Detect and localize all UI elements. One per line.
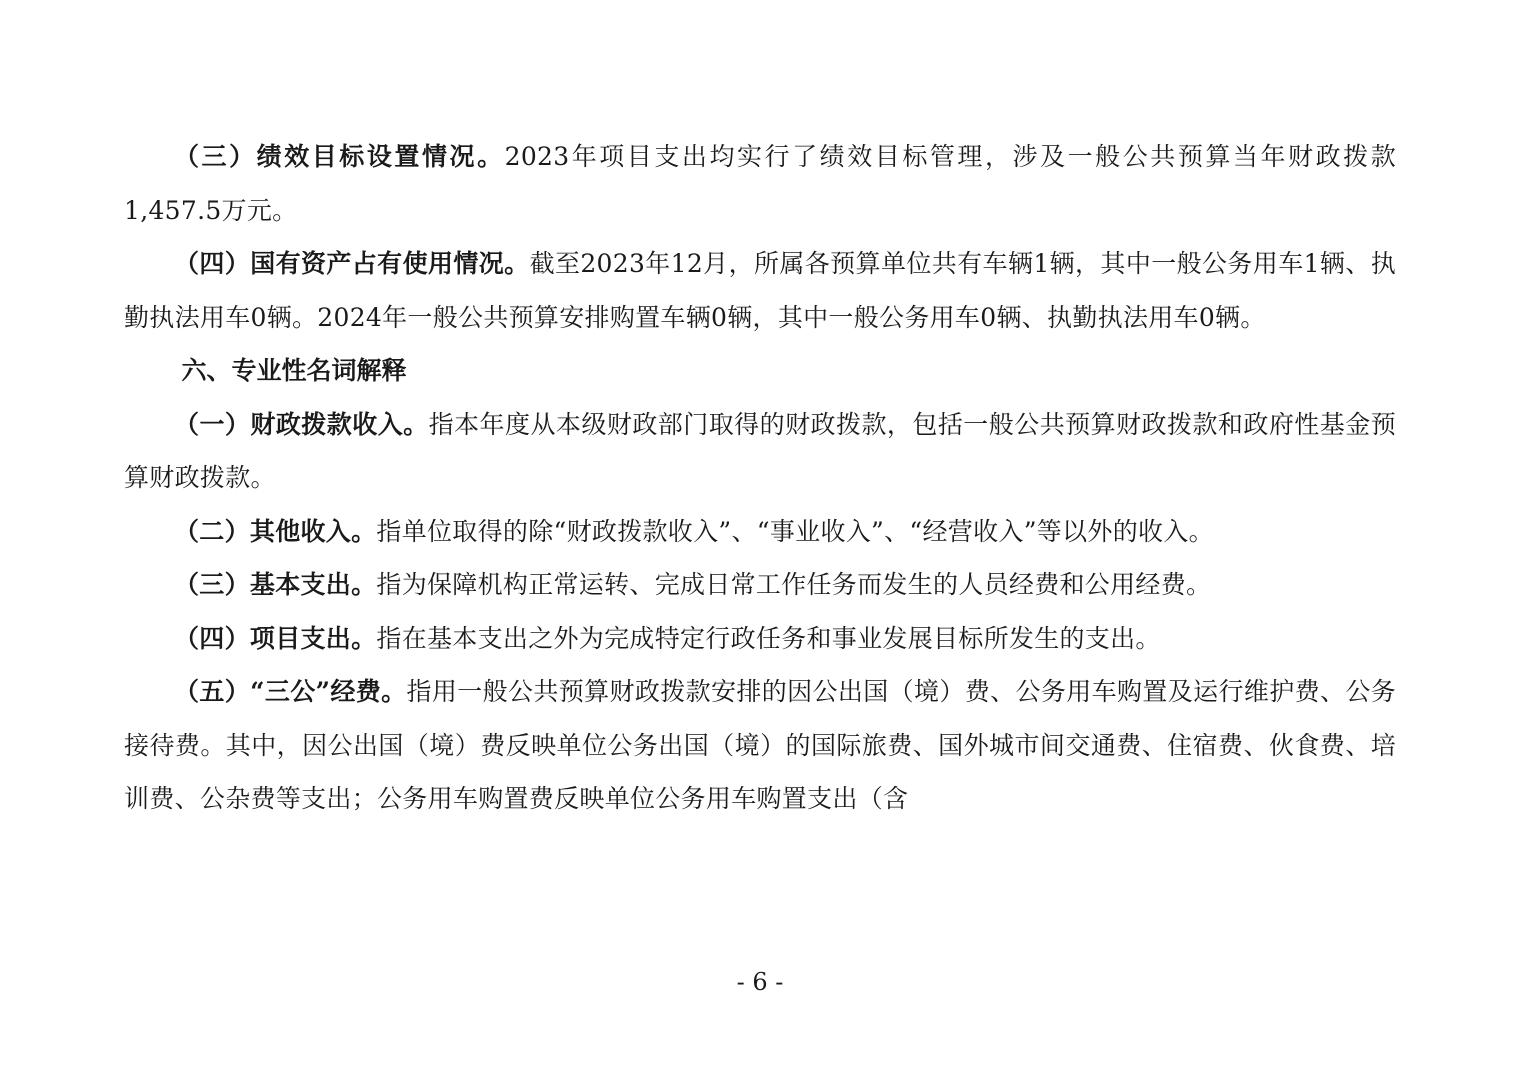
page-body	[124, 130, 1396, 826]
definition-three-public-expenses	[124, 665, 1396, 826]
definition-text: 指在基本支出之外为完成特定行政任务和事业发展目标所发生的支出。	[376, 623, 1161, 653]
definition-basic-expenditure	[124, 558, 1396, 612]
definition-lead: （三）基本支出。	[174, 570, 377, 599]
definition-text: 指为保障机构正常运转、完成日常工作任务而发生的人员经费和公用经费。	[376, 570, 1212, 599]
page-number: - 6 -	[736, 968, 784, 996]
definition-text: 指本年度从本级财政部门取得的财政拨款，包括一般公共预算财政拨款和政府性基金预算财政拨款。	[124, 409, 1396, 492]
paragraph-lead: （四）国有资产占有使用情况。	[174, 249, 530, 278]
paragraph-performance-targets	[124, 130, 1396, 237]
paragraph-text: 截至2023年12月，所属各预算单位共有车辆1辆，其中一般公务用车1辆、执勤执法用车0辆。2024年一般公共预算安排购置车辆0辆，其中一般公务用车0辆、执勤执法用车0辆。	[124, 249, 1396, 332]
section-heading: 六、专业性名词解释	[181, 356, 407, 385]
paragraph-state-assets	[124, 237, 1396, 344]
paragraph-lead: （三）绩效目标设置情况。	[174, 142, 505, 171]
definition-text: 指用一般公共预算财政拨款安排的因公出国（境）费、公务用车购置及运行维护费、公务接待费。其中，因公出国（境）费反映单位公务出国（境）的国际旅费、国外城市间交通费、住宿费、伙食费、培训费、公杂费等支出；公务用车购置费反映单位公务用车购置支出（含	[124, 677, 1396, 813]
definition-lead: （一）财政拨款收入。	[174, 409, 429, 439]
definition-lead: （五）“三公”经费。	[174, 677, 407, 706]
definition-project-expenditure	[124, 612, 1396, 666]
definition-text: 指单位取得的除“财政拨款收入”、“事业收入”、“经营收入”等以外的收入。	[376, 516, 1214, 546]
definition-fiscal-appropriation-income	[124, 398, 1396, 505]
definition-other-income	[124, 505, 1396, 559]
definition-lead: （四）项目支出。	[174, 623, 377, 653]
definition-lead: （二）其他收入。	[174, 516, 377, 546]
paragraph-text: 2023年项目支出均实行了绩效目标管理，涉及一般公共预算当年财政拨款1,457.5万元。	[124, 142, 1396, 225]
